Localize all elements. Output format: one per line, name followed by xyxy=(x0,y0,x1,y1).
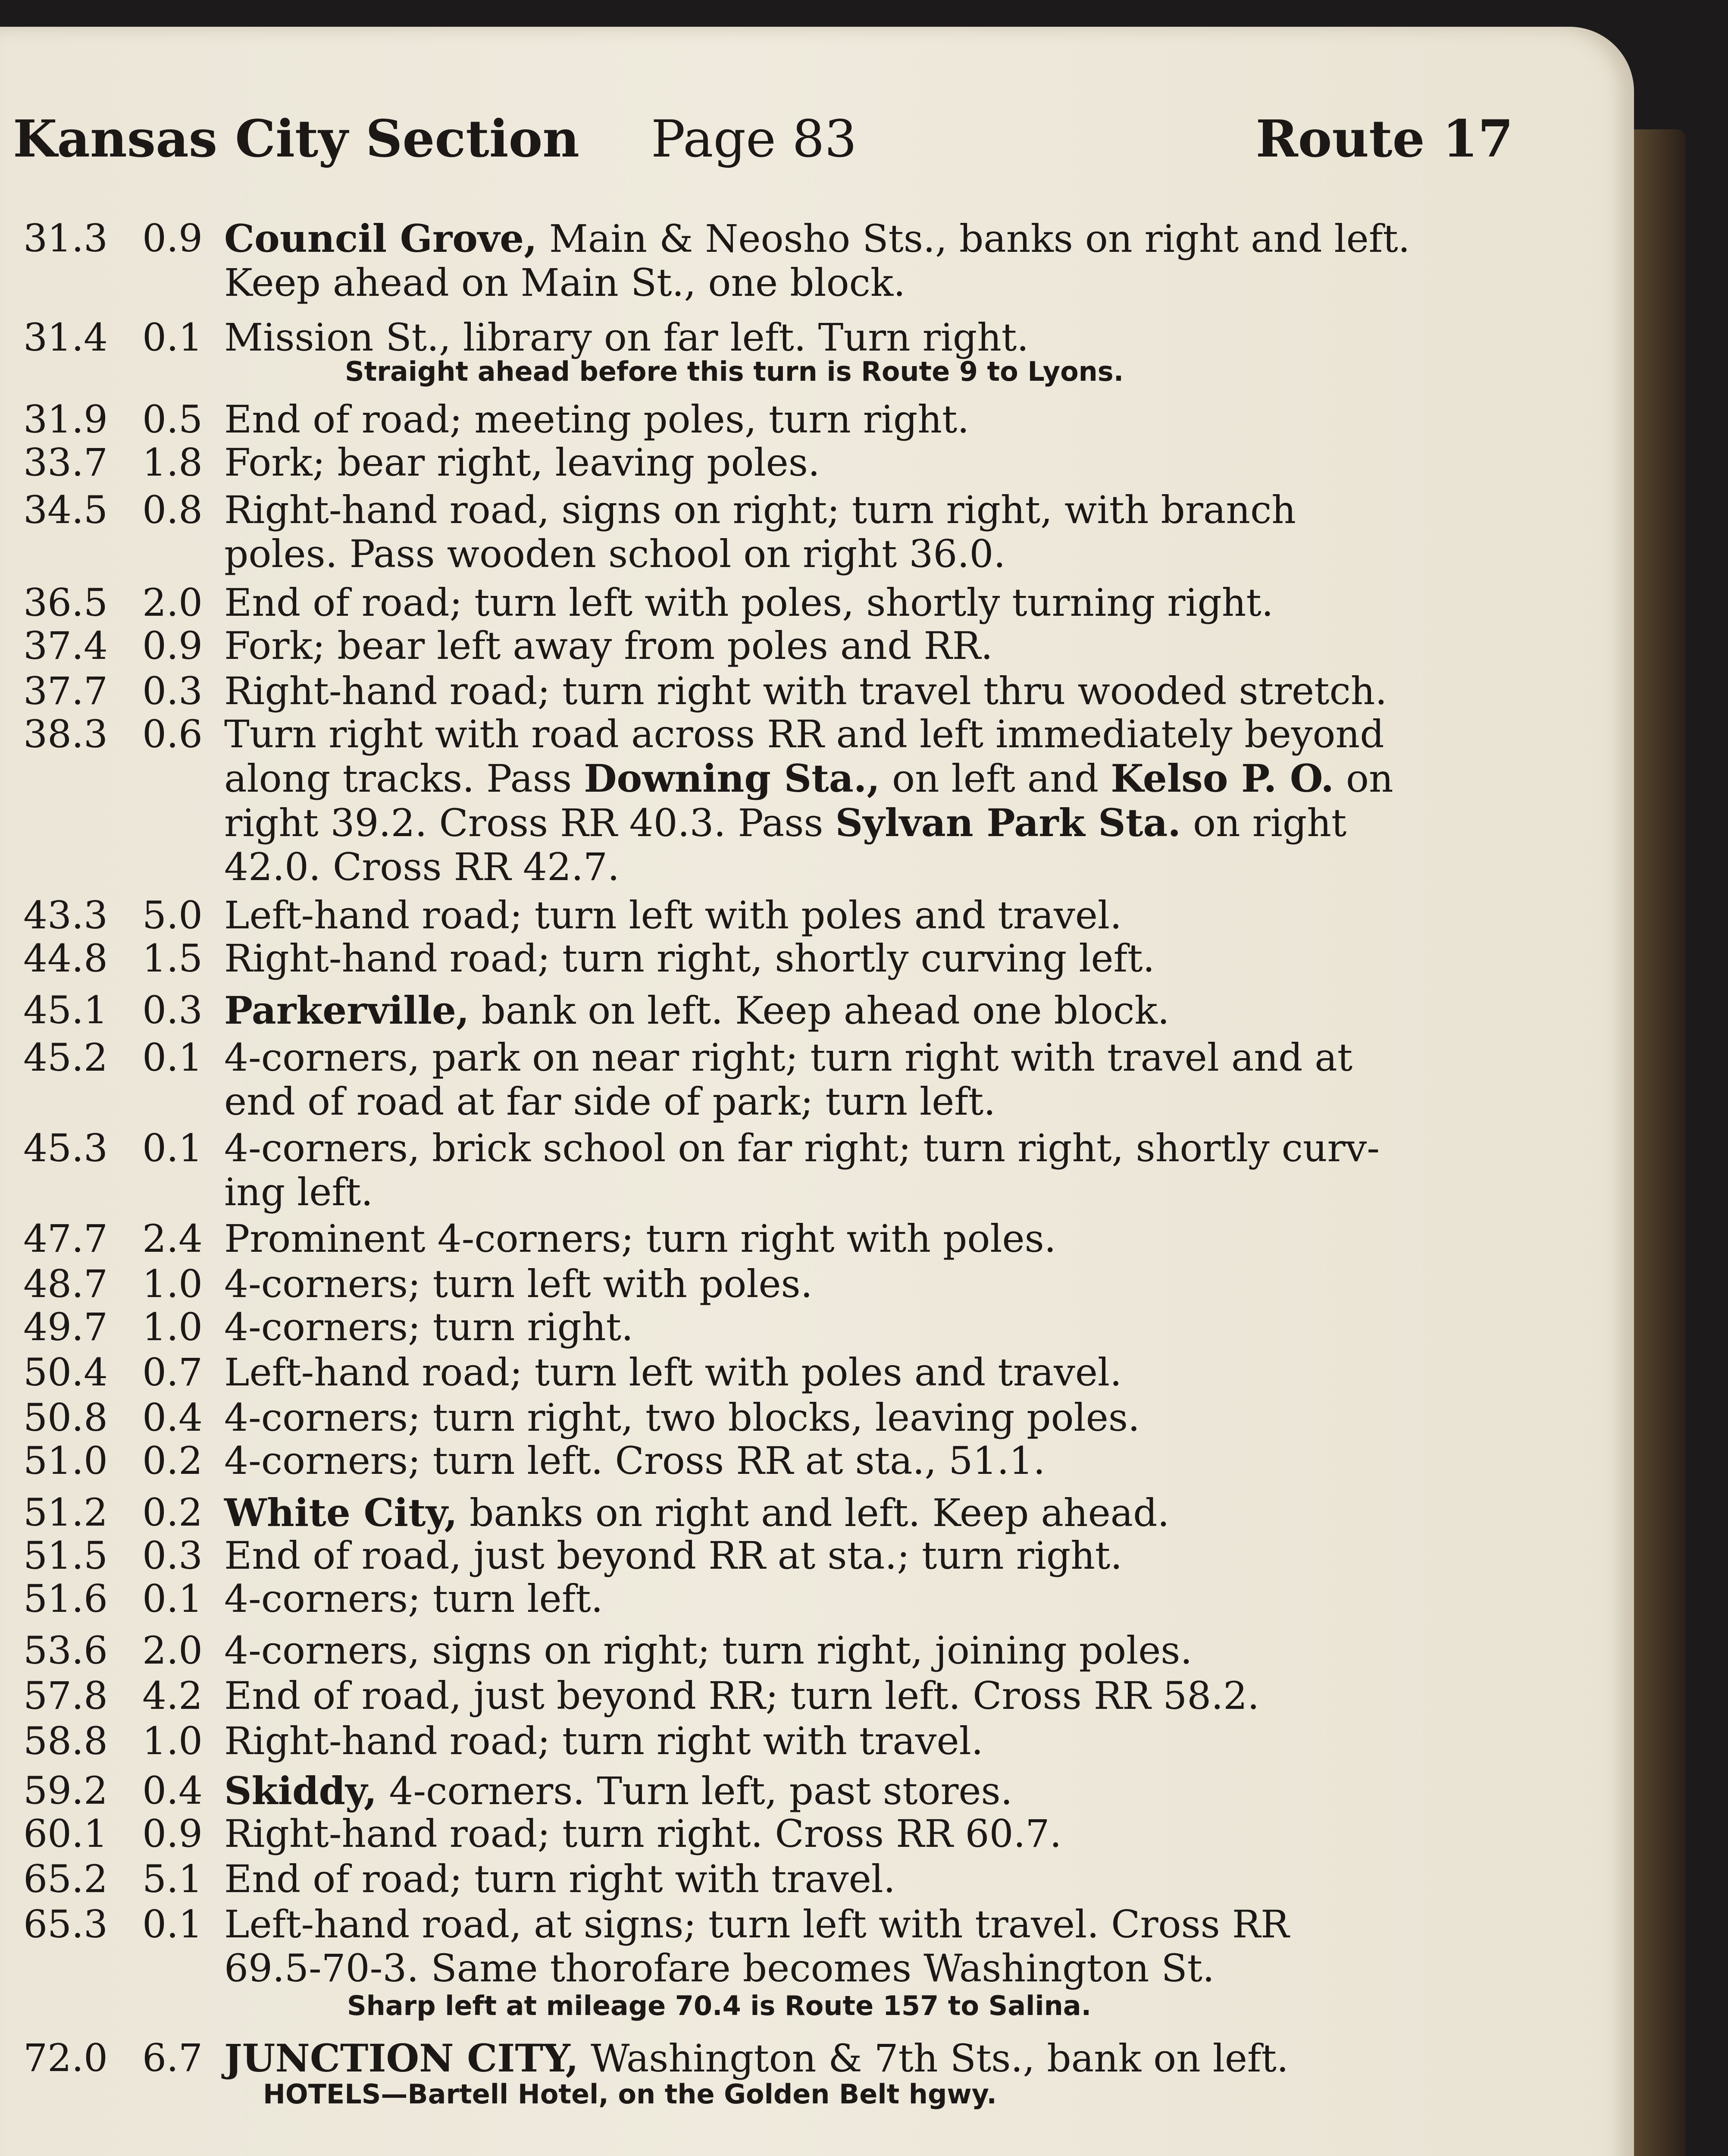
direction-text: 4-corners, brick school on far right; turn right, shortly curv- ing left. xyxy=(224,1126,1380,1214)
page-number: Page 83 xyxy=(651,109,857,169)
note-lyons: Straight ahead before this turn is Route 9 to Lyons. xyxy=(345,356,1124,387)
direction-text: Fork; bear right, leaving poles. xyxy=(224,440,820,485)
distance-between: 6.7 xyxy=(142,2036,203,2080)
direction-text: 4-corners; turn left. Cross RR at sta., 51.1. xyxy=(224,1438,1046,1483)
direction-text: 4-corners; turn right, two blocks, leaving poles. xyxy=(224,1395,1140,1440)
page-header xyxy=(13,109,1513,169)
direction-text: Parkerville, bank on left. Keep ahead one block. xyxy=(224,988,1170,1033)
book-page xyxy=(0,27,1634,2156)
total-mileage: 51.6 xyxy=(23,1576,108,1621)
direction-text: JUNCTION CITY, Washington & 7th Sts., bank on left. xyxy=(224,2036,1289,2081)
direction-text: Mission St., library on far left. Turn right. xyxy=(224,315,1029,360)
direction-text: Left-hand road; turn left with poles and travel. xyxy=(224,893,1122,937)
total-mileage: 50.4 xyxy=(23,1350,108,1395)
direction-text: Council Grove, Main & Neosho Sts., banks on right and left. Keep ahead on Main St., one block. xyxy=(224,216,1410,305)
note-salina: Sharp left at mileage 70.4 is Route 157 to Salina. xyxy=(347,1990,1092,2021)
distance-between: 0.9 xyxy=(142,1811,203,1856)
distance-between: 0.1 xyxy=(142,1576,203,1621)
total-mileage: 57.8 xyxy=(23,1673,108,1718)
distance-between: 0.4 xyxy=(142,1768,203,1813)
total-mileage: 65.2 xyxy=(23,1857,108,1901)
distance-between: 0.3 xyxy=(142,988,203,1032)
distance-between: 0.2 xyxy=(142,1438,203,1483)
total-mileage: 44.8 xyxy=(23,936,108,981)
direction-text: Turn right with road across RR and left immediately beyond along tracks. Pass Downing Sta., on left and Kelso P. O. on right 39.2. Cross RR 40.3. Pass Sylvan Park Sta. on right 42.0. Cross RR 42.7. xyxy=(224,712,1393,889)
direction-text: Right-hand road, signs on right; turn right, with branch poles. Pass wooden school on right 36.0. xyxy=(224,488,1296,576)
total-mileage: 51.5 xyxy=(23,1533,108,1578)
total-mileage: 45.2 xyxy=(23,1035,108,1080)
total-mileage: 48.7 xyxy=(23,1262,108,1306)
total-mileage: 51.0 xyxy=(23,1438,108,1483)
total-mileage: 59.2 xyxy=(23,1768,108,1813)
direction-text: End of road, just beyond RR at sta.; turn right. xyxy=(224,1533,1123,1578)
distance-between: 0.5 xyxy=(142,397,203,442)
direction-text: End of road; turn left with poles, shortly turning right. xyxy=(224,580,1274,625)
direction-text: 4-corners; turn left. xyxy=(224,1576,603,1621)
distance-between: 0.8 xyxy=(142,488,203,532)
distance-between: 0.4 xyxy=(142,1395,203,1440)
total-mileage: 45.3 xyxy=(23,1126,108,1170)
distance-between: 0.9 xyxy=(142,624,203,668)
direction-text: Fork; bear left away from poles and RR. xyxy=(224,624,993,668)
direction-text: White City, banks on right and left. Keep ahead. xyxy=(224,1490,1170,1535)
direction-text: 4-corners; turn left with poles. xyxy=(224,1262,813,1306)
distance-between: 5.0 xyxy=(142,893,203,937)
distance-between: 1.0 xyxy=(142,1262,203,1306)
total-mileage: 34.5 xyxy=(23,488,108,532)
distance-between: 2.4 xyxy=(142,1216,203,1261)
total-mileage: 37.7 xyxy=(23,669,108,713)
distance-between: 0.2 xyxy=(142,1490,203,1535)
distance-between: 2.0 xyxy=(142,580,203,625)
distance-between: 0.1 xyxy=(142,1035,203,1080)
total-mileage: 45.1 xyxy=(23,988,108,1032)
total-mileage: 33.7 xyxy=(23,440,108,485)
distance-between: 1.8 xyxy=(142,440,203,485)
direction-text: Right-hand road; turn right with travel thru wooded stretch. xyxy=(224,669,1387,713)
book-edge xyxy=(1634,129,1686,2156)
direction-text: 4-corners, signs on right; turn right, joining poles. xyxy=(224,1628,1193,1673)
direction-text: 4-corners, park on near right; turn right with travel and at end of road at far side of park; turn left. xyxy=(224,1035,1353,1124)
distance-between: 4.2 xyxy=(142,1673,203,1718)
direction-text: End of road; meeting poles, turn right. xyxy=(224,397,970,442)
distance-between: 1.5 xyxy=(142,936,203,981)
distance-between: 5.1 xyxy=(142,1857,203,1901)
total-mileage: 38.3 xyxy=(23,712,108,756)
distance-between: 0.7 xyxy=(142,1350,203,1395)
total-mileage: 60.1 xyxy=(23,1811,108,1856)
direction-text: Right-hand road; turn right with travel. xyxy=(224,1719,983,1763)
direction-text: 4-corners; turn right. xyxy=(224,1305,633,1349)
total-mileage: 31.9 xyxy=(23,397,108,442)
direction-text: Right-hand road; turn right. Cross RR 60.7. xyxy=(224,1811,1062,1856)
distance-between: 0.3 xyxy=(142,1533,203,1578)
direction-text: Left-hand road; turn left with poles and travel. xyxy=(224,1350,1122,1395)
distance-between: 0.1 xyxy=(142,315,203,360)
total-mileage: 51.2 xyxy=(23,1490,108,1535)
direction-text: End of road; turn right with travel. xyxy=(224,1857,895,1901)
distance-between: 1.0 xyxy=(142,1719,203,1763)
total-mileage: 31.4 xyxy=(23,315,108,360)
route-label: Route 17 xyxy=(1255,109,1513,169)
distance-between: 2.0 xyxy=(142,1628,203,1673)
total-mileage: 49.7 xyxy=(23,1305,108,1349)
distance-between: 0.3 xyxy=(142,669,203,713)
distance-between: 0.1 xyxy=(142,1126,203,1170)
total-mileage: 47.7 xyxy=(23,1216,108,1261)
direction-text: End of road, just beyond RR; turn left. Cross RR 58.2. xyxy=(224,1673,1260,1718)
direction-text: Prominent 4-corners; turn right with poles. xyxy=(224,1216,1056,1261)
total-mileage: 65.3 xyxy=(23,1902,108,1946)
direction-text: Left-hand road, at signs; turn left with travel. Cross RR 69.5-70-3. Same thorofare becomes Washington St. xyxy=(224,1902,1290,1990)
total-mileage: 53.6 xyxy=(23,1628,108,1673)
note-hotels: HOTELS—Bartell Hotel, on the Golden Belt hgwy. xyxy=(263,2078,997,2110)
distance-between: 1.0 xyxy=(142,1305,203,1349)
total-mileage: 43.3 xyxy=(23,893,108,937)
direction-text: Right-hand road; turn right, shortly curving left. xyxy=(224,936,1155,981)
total-mileage: 37.4 xyxy=(23,624,108,668)
distance-between: 0.9 xyxy=(142,216,203,260)
total-mileage: 36.5 xyxy=(23,580,108,625)
distance-between: 0.1 xyxy=(142,1902,203,1946)
total-mileage: 31.3 xyxy=(23,216,108,260)
section-title: Kansas City Section xyxy=(13,109,580,169)
distance-between: 0.6 xyxy=(142,712,203,756)
direction-text: Skiddy, 4-corners. Turn left, past stores. xyxy=(224,1768,1013,1813)
total-mileage: 50.8 xyxy=(23,1395,108,1440)
total-mileage: 72.0 xyxy=(23,2036,108,2080)
total-mileage: 58.8 xyxy=(23,1719,108,1763)
